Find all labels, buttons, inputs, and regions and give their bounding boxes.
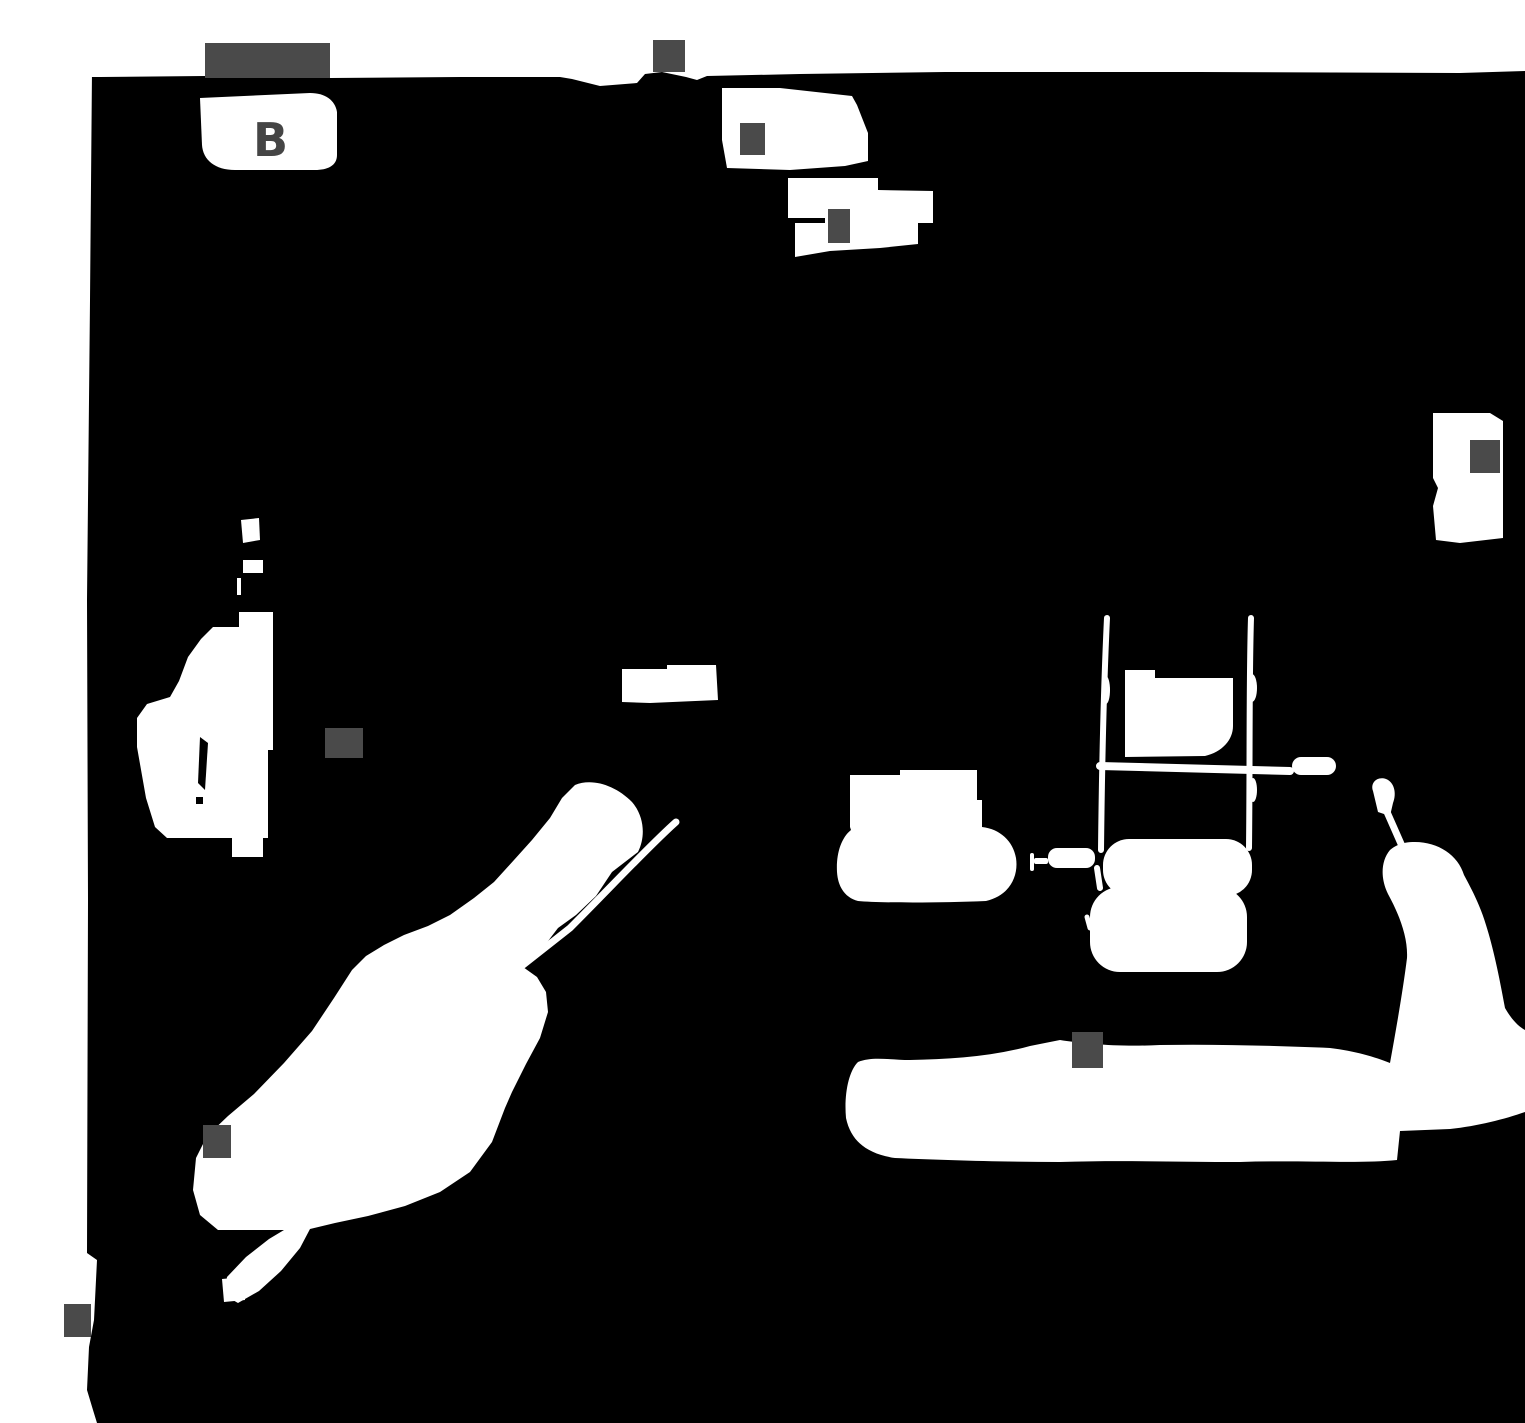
mask-goal-post-right bbox=[1249, 618, 1251, 848]
mask-bar-center bbox=[622, 665, 718, 703]
mask-goal-crossbar bbox=[1100, 766, 1290, 771]
marker-square-upper-center bbox=[740, 123, 765, 155]
marker-square-right-edge bbox=[1470, 440, 1500, 473]
mask-fragment-2 bbox=[243, 560, 263, 573]
mask-fragment-1 bbox=[241, 518, 260, 543]
mask-post-fragment-1 bbox=[1097, 868, 1100, 888]
marker-bar-top-left bbox=[205, 43, 330, 78]
marker-square-bottom-bar bbox=[1072, 1032, 1103, 1068]
mask-fragment-bottom-left-square bbox=[222, 1277, 245, 1302]
mask-left-column bbox=[0, 70, 97, 1423]
mask-connector-tick-h bbox=[1034, 858, 1048, 864]
marker-square-diagonal-blob bbox=[203, 1125, 231, 1158]
marker-square-mid-left bbox=[325, 728, 363, 758]
mask-eight-blob-lower bbox=[1090, 887, 1247, 972]
mask-blob-right-edge bbox=[1433, 413, 1503, 543]
marker-square-bottom-left bbox=[64, 1304, 91, 1337]
marker-square-upper-center-lower bbox=[828, 209, 850, 243]
mask-hole-dot bbox=[196, 797, 203, 804]
mask-connector-pill bbox=[1048, 848, 1095, 868]
mask-crossbar-end-pill bbox=[1292, 757, 1336, 775]
mask-label-b: B bbox=[253, 113, 289, 167]
mask-post-fragment-2 bbox=[1087, 917, 1090, 928]
mask-flag-rect bbox=[1125, 670, 1233, 757]
marker-square-top-band bbox=[653, 40, 685, 72]
mask-connector-tick-v bbox=[1030, 853, 1034, 871]
mask-fragment-3 bbox=[237, 578, 241, 595]
